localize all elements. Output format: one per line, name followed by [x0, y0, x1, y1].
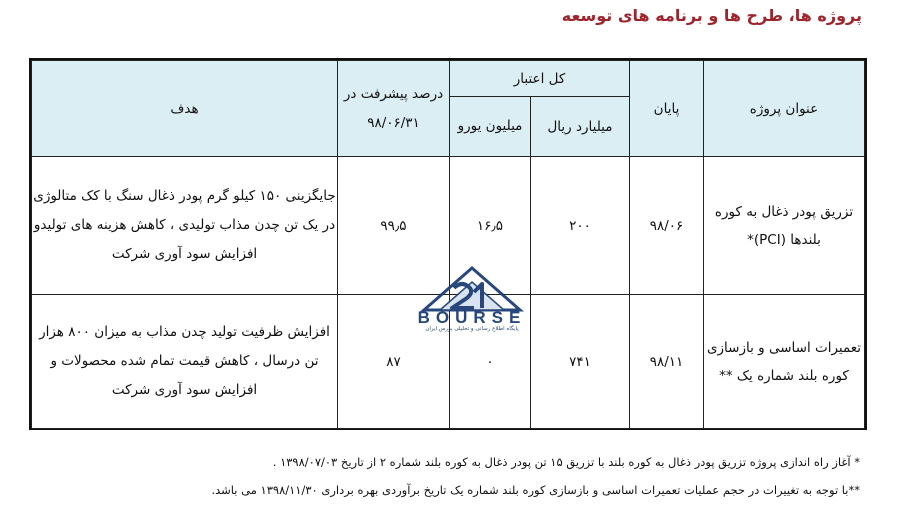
billion-rial-cell: ۲۰۰ [531, 157, 630, 295]
million-euro-cell: ۱۶٫۵ [450, 157, 531, 295]
header-goal: هدف [32, 61, 338, 157]
end-date-cell: ۹۸/۱۱ [630, 295, 704, 429]
footnote-pci-start: * آغاز راه اندازی پروژه تزریق پودر ذغال به کوره بلند با تزریق ۱۵ تن پودر ذغال به کوره بلند شماره ۲ از تاریخ ۱۳۹۸/۰۷/۰۳ . [272, 455, 860, 469]
page-title: پروژه ها، طرح ها و برنامه های توسعه [561, 6, 862, 25]
bourse-watermark-logo [392, 266, 552, 338]
goal-cell: جایگزینی ۱۵۰ کیلو گرم پودر ذغال سنگ با کک متالوژی در یک تن چدن مذاب تولیدی ، کاهش هزینه های تولیدو افزایش سود آوری شرکت [32, 157, 338, 295]
header-end: پایان [630, 61, 704, 157]
progress-cell: ۹۹٫۵ [338, 157, 450, 295]
project-title-cell: تعمیرات اساسی و بازسازی کوره بلند شماره یک ** [704, 295, 865, 429]
bourse-logo-word: BOURSE [417, 308, 527, 327]
billion-rial-cell: ۷۴۱ [531, 295, 630, 429]
header-million-euro: میلیون یورو [450, 97, 531, 157]
end-date-cell: ۹۸/۰۶ [630, 157, 704, 295]
bourse-logo-icon [420, 266, 524, 312]
project-title-cell: تزریق پودر ذغال به کوره بلندها (PCI)* [704, 157, 865, 295]
header-project-title: عنوان پروژه [704, 61, 865, 157]
bourse-logo-tagline: پایگاه اطلاع رسانی و تحلیلی بورس ایران [425, 326, 519, 332]
development-projects-table-frame [29, 58, 867, 430]
million-euro-cell: ۰ [450, 295, 531, 429]
progress-cell: ۸۷ [338, 295, 450, 429]
header-total-credit: کل اعتبار [450, 61, 630, 97]
goal-cell: افزایش ظرفیت تولید چدن مذاب به میزان ۸۰۰ هزار تن درسال ، کاهش قیمت تمام شده محصولات و افزایش سود آوری شرکت [32, 295, 338, 429]
footnote-blast-furnace-repair: **با توجه به تغییرات در حجم عملیات تعمیرات اساسی و بازسازی کوره بلند شماره یک تاریخ برآوردی بهره برداری ۱۳۹۸/۱۱/۳۰ می باشد. [211, 483, 860, 497]
development-projects-table [31, 60, 865, 429]
header-progress-percent: درصد پیشرفت در ۹۸/۰۶/۳۱ [338, 61, 450, 157]
header-billion-rial: میلیارد ریال [531, 97, 630, 157]
